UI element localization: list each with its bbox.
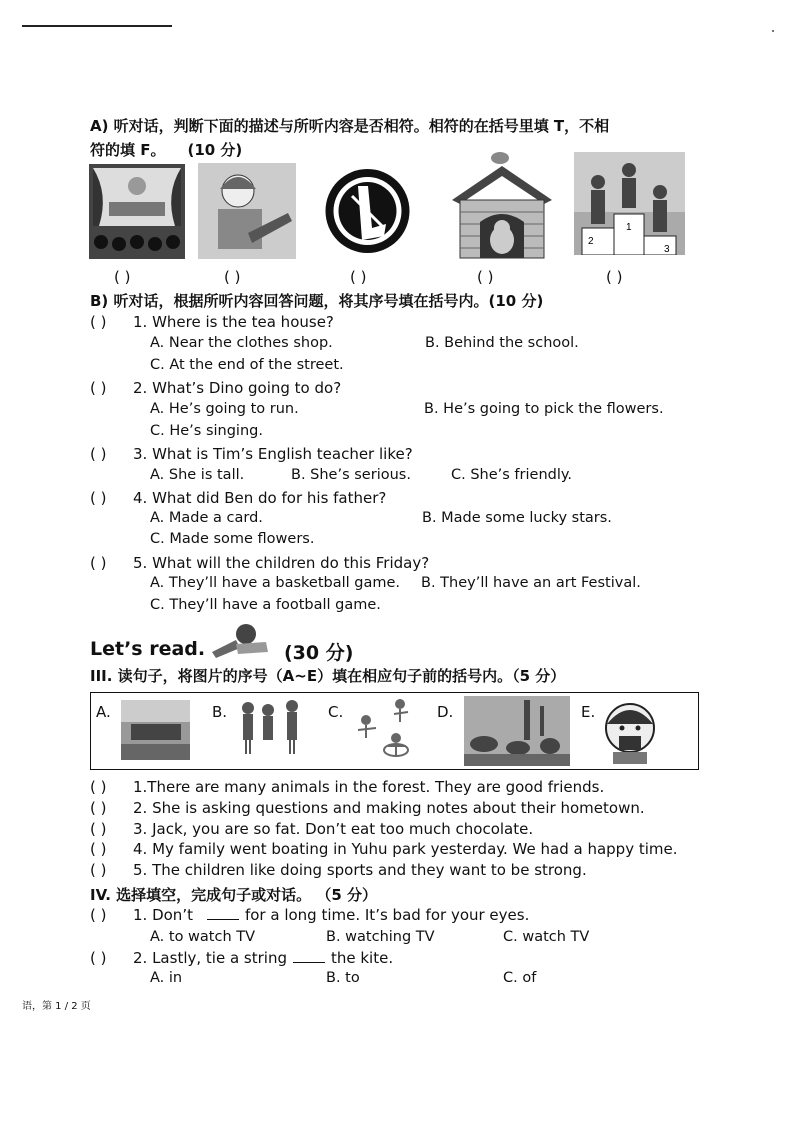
question-iv1: 1. Don’t for a long time. It’s bad for your eyes.: [133, 906, 530, 924]
podium-second: 2: [588, 236, 594, 247]
picture-label-e: E.: [581, 703, 596, 721]
option-b4-a: A. Made a card.: [150, 510, 263, 526]
podium-first: 1: [626, 222, 632, 233]
picture-boating: [121, 700, 190, 760]
option-b3-a: A. She is tall.: [150, 467, 245, 483]
page-footer: 语，第 1 / 2 页: [22, 1001, 91, 1012]
option-b1-c: C. At the end of the street.: [150, 357, 344, 373]
question-b3: 3. What is Tim’s English teacher like?: [133, 445, 413, 463]
section-iii-title: III. 读句子，将图片的序号（A~E）填在相应句子前的括号内。（5 分）: [90, 667, 566, 685]
option-iv2-a: A. in: [150, 970, 183, 986]
picture-girl-making: [198, 163, 296, 259]
option-b1-a: A. Near the clothes shop.: [150, 335, 333, 351]
lets-read-title: Let’s read.: [90, 638, 206, 660]
answer-bracket-iv1[interactable]: ( ): [90, 906, 107, 924]
answer-bracket-iv2[interactable]: ( ): [90, 949, 107, 967]
section-iv-title: IV. 选择填空，完成句子或对话。 （5 分）: [90, 886, 378, 904]
question-iv2: 2. Lastly, tie a string the kite.: [133, 949, 394, 967]
option-b5-a: A. They’ll have a basketball game.: [150, 575, 401, 591]
option-b4-c: C. Made some flowers.: [150, 531, 315, 547]
answer-bracket-iii4[interactable]: ( ): [90, 840, 107, 858]
quiet-sign-icon: [322, 166, 413, 256]
answer-bracket-a1[interactable]: ( ): [114, 268, 131, 286]
option-b2-a: A. He’s going to run.: [150, 401, 299, 417]
question-b2: 2. What’s Dino going to do?: [133, 379, 342, 397]
answer-bracket-iii1[interactable]: ( ): [90, 778, 107, 796]
picture-label-b: B.: [212, 703, 228, 721]
option-b2-c: C. He’s singing.: [150, 423, 263, 439]
podium-third: 3: [664, 244, 670, 255]
answer-bracket-a3[interactable]: ( ): [350, 268, 367, 286]
picture-doghouse: [450, 150, 554, 261]
answer-bracket-iii3[interactable]: ( ): [90, 820, 107, 838]
picture-kids-talking: [238, 696, 304, 758]
option-iv1-c: C. watch TV: [503, 929, 590, 945]
option-b3-c: C. She’s friendly.: [451, 467, 572, 483]
question-b1: 1. Where is the tea house?: [133, 313, 334, 331]
answer-bracket-b2[interactable]: ( ): [90, 379, 107, 397]
picture-boy-chocolate: [603, 698, 657, 764]
lets-read-score: (30 分): [284, 642, 354, 664]
section-a-title-cont: 符的填 F。 (10 分): [90, 141, 243, 159]
picture-label-d: D.: [437, 703, 454, 721]
answer-bracket-b5[interactable]: ( ): [90, 554, 107, 572]
sentence-iii4: 4. My family went boating in Yuhu park yesterday. We had a happy time.: [133, 840, 678, 858]
option-b3-b: B. She’s serious.: [291, 467, 411, 483]
option-iv2-c: C. of: [503, 970, 537, 986]
picture-forest-animals: [464, 696, 570, 766]
answer-bracket-b1[interactable]: ( ): [90, 313, 107, 331]
option-iv1-b: B. watching TV: [326, 929, 435, 945]
option-b1-b: B. Behind the school.: [425, 335, 579, 351]
answer-bracket-a5[interactable]: ( ): [606, 268, 623, 286]
sentence-iii3: 3. Jack, you are so fat. Don’t eat too much chocolate.: [133, 820, 534, 838]
option-b5-b: B. They’ll have an art Festival.: [421, 575, 641, 591]
answer-bracket-b4[interactable]: ( ): [90, 489, 107, 507]
option-b4-b: B. Made some lucky stars.: [422, 510, 612, 526]
answer-bracket-a2[interactable]: ( ): [224, 268, 241, 286]
header-rule: [22, 25, 172, 27]
scan-speck: [772, 30, 774, 32]
picture-theatre: [89, 164, 185, 259]
picture-label-c: C.: [328, 703, 344, 721]
picture-kids-sports: [350, 696, 420, 762]
question-b4: 4. What did Ben do for his father?: [133, 489, 387, 507]
question-b5: 5. What will the children do this Friday?: [133, 554, 430, 572]
reading-kid-icon: [206, 622, 272, 660]
section-a-title: A) 听对话，判断下面的描述与所听内容是否相符。相符的在括号里填 T，不相: [90, 117, 610, 135]
section-b-title: B) 听对话，根据所听内容回答问题，将其序号填在括号内。(10 分): [90, 292, 544, 310]
sentence-iii1: 1.There are many animals in the forest. They are good friends.: [133, 778, 605, 796]
picture-podium: [574, 152, 685, 255]
option-b2-b: B. He’s going to pick the flowers.: [424, 401, 664, 417]
answer-bracket-iii5[interactable]: ( ): [90, 861, 107, 879]
option-iv1-a: A. to watch TV: [150, 929, 256, 945]
answer-bracket-b3[interactable]: ( ): [90, 445, 107, 463]
sentence-iii5: 5. The children like doing sports and they want to be strong.: [133, 861, 587, 879]
answer-bracket-iii2[interactable]: ( ): [90, 799, 107, 817]
sentence-iii2: 2. She is asking questions and making notes about their hometown.: [133, 799, 645, 817]
answer-bracket-a4[interactable]: ( ): [477, 268, 494, 286]
option-iv2-b: B. to: [326, 970, 360, 986]
option-b5-c: C. They’ll have a football game.: [150, 597, 381, 613]
picture-label-a: A.: [96, 703, 111, 721]
